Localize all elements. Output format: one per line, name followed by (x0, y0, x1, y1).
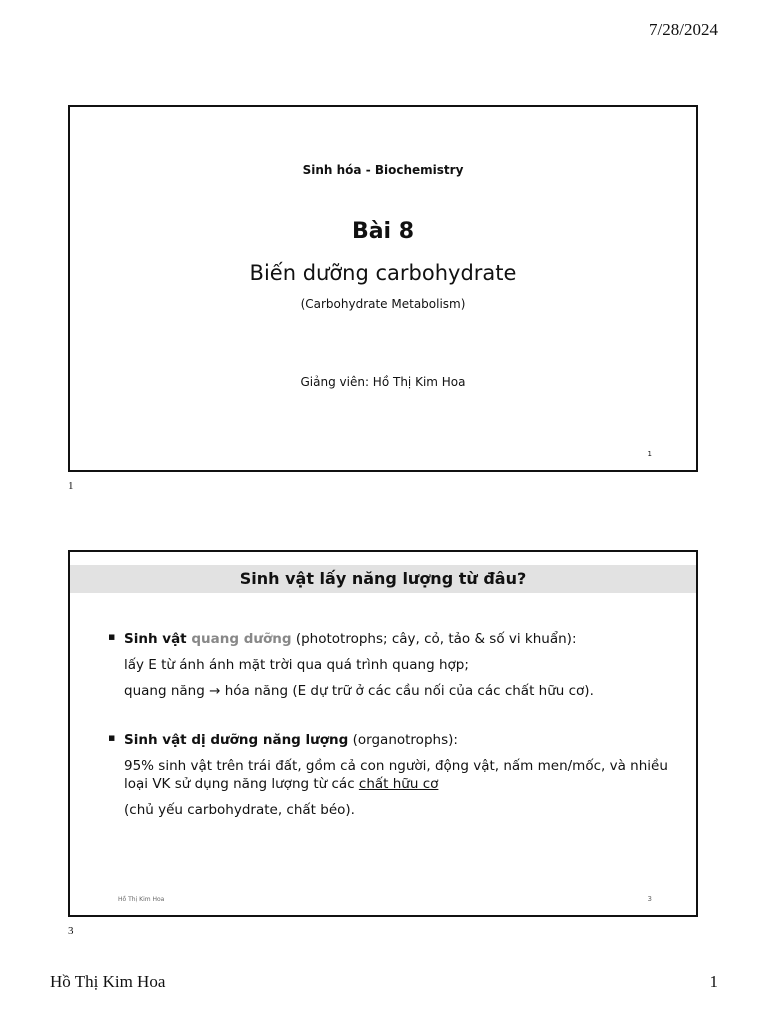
slide-body (108, 630, 676, 828)
slide-number: 1 (647, 450, 652, 458)
page-date: 7/28/2024 (649, 20, 718, 39)
bullet-detail (108, 757, 676, 793)
bullet-label: Sinh vật dị dưỡng năng lượng (124, 731, 349, 748)
page-footer-author: Hồ Thị Kim Hoa (50, 972, 166, 991)
bullet-detail: (chủ yếu carbohydrate, chất béo). (124, 802, 355, 819)
bullet-phototrophs (108, 630, 676, 648)
slide-index-label: 3 (68, 925, 74, 937)
slide-heading: Sinh vật lấy năng lượng từ đâu? (70, 565, 696, 593)
arrow-icon: → (209, 683, 221, 700)
highlight-text: quang dưỡng (191, 631, 292, 647)
course-title: Sinh hóa - Biochemistry (302, 163, 464, 177)
underlined-text: chất hữu cơ (358, 776, 439, 793)
lecturer: Giảng viên: Hồ Thị Kim Hoa (300, 375, 466, 389)
bullet-detail: lấy E từ ánh ánh mặt trời qua quá trình quang hợp; (124, 657, 469, 674)
page-number: 1 (709, 972, 718, 991)
slide-number: 3 (647, 895, 652, 903)
lesson-title: Biến dưỡng carbohydrate (249, 261, 517, 285)
lesson-number: Bài 8 (351, 219, 415, 244)
detail-text: 95% sinh vật trên trái đất, gồm cả con người, động vật, nấm men/mốc, và nhiều loại VK sử dụng năng lượng từ các (124, 757, 668, 793)
slide-3 (68, 550, 698, 917)
bullet-text: (organotrophs): (348, 731, 458, 748)
slide-footer-author: Hồ Thị Kim Hoa (118, 896, 165, 903)
slide-1 (68, 105, 698, 472)
bullet-text: (phototrophs; cây, cỏ, tảo & số vi khuẩn): (291, 631, 577, 647)
lesson-subtitle: (Carbohydrate Metabolism) (300, 297, 466, 311)
bullet-detail (108, 682, 676, 700)
bullet-organotrophs (108, 731, 676, 749)
slide-index-label: 1 (68, 480, 74, 492)
bullet-label: Sinh vật (124, 631, 192, 647)
energy-from: quang năng (124, 683, 205, 700)
energy-to: hóa năng (E dự trữ ở các cầu nối của các chất hữu cơ). (224, 683, 594, 700)
